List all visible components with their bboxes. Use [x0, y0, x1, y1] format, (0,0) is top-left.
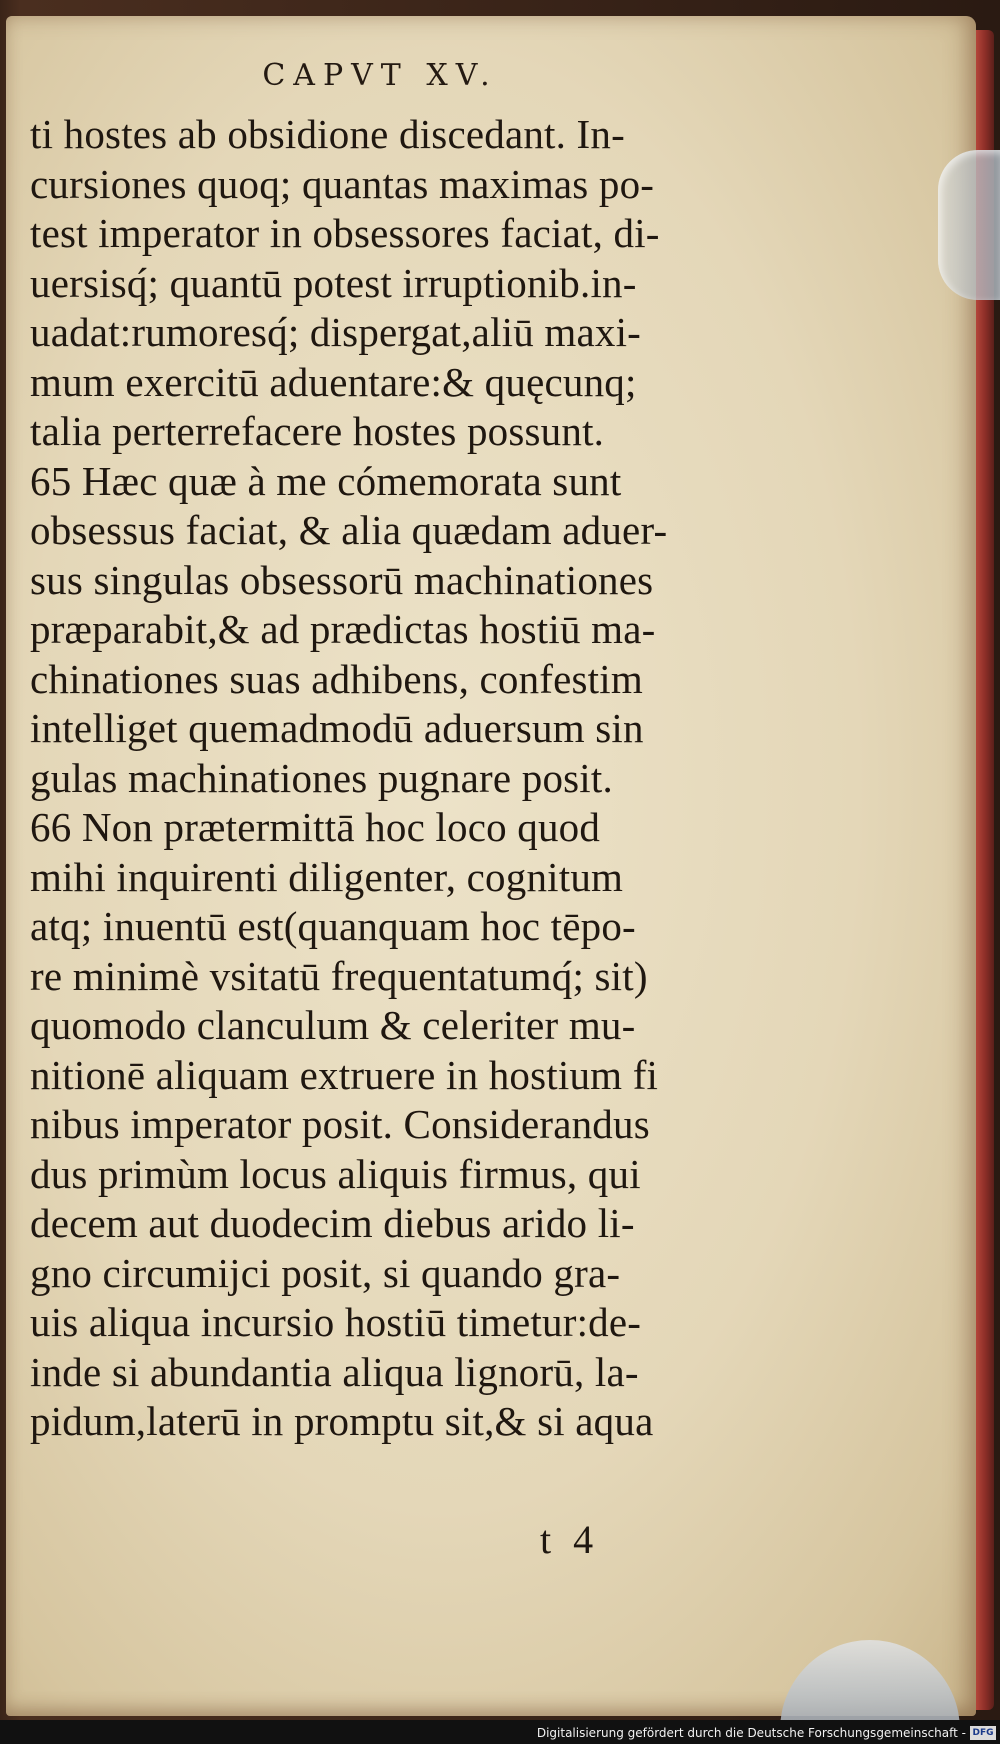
text-line: 65 Hæc quæ à me cómemorata sunt [30, 457, 622, 504]
text-line: atq; inuentū est(quanquam hoc tēpo- [30, 903, 636, 949]
text-line: nibus imperator posit. Considerandus [30, 1101, 650, 1147]
glass-clamp-top [938, 150, 1000, 300]
text-line: test imperator in obsessores faciat, di- [30, 210, 660, 256]
text-line: mum exercitū aduentare:& quęcunq; [30, 358, 637, 405]
text-line: ti hostes ab obsidione discedant. In- [30, 111, 625, 157]
text-line: dus primùm locus aliquis firmus, qui [30, 1150, 641, 1197]
text-line: inde si abundantia aliqua lignorū, la- [30, 1348, 639, 1395]
text-line: sus singulas obsessorū machinationes [30, 556, 654, 603]
text-line: uadat:rumoresq́; dispergat,aliū maxi- [30, 309, 642, 355]
signature-mark: t 4 [540, 1517, 600, 1562]
body-text [30, 110, 750, 1447]
text-line: cursiones quoq; quantas maximas po- [30, 160, 655, 207]
text-line: nitionē aliquam extruere in hostium fi [30, 1051, 659, 1098]
text-line: quomodo clanculum & celeriter mu- [30, 1002, 636, 1048]
digitization-credit: Digitalisierung gefördert durch die Deutsche Forschungsgemeinschaft - [536, 1726, 966, 1740]
text-line: uersisq́; quantū potest irruptionib.in- [30, 259, 637, 306]
text-line: obsessus faciat, & alia quædam aduer- [30, 507, 668, 553]
text-line: decem aut duodecim diebus arido li- [30, 1200, 635, 1246]
credit-bar [0, 1720, 1000, 1744]
running-head: CAPVT XV. [262, 58, 498, 93]
text-line: 66 Non prætermittā hoc loco quod [30, 804, 601, 850]
text-line: pidum,laterū in promptu sit,& si aqua [30, 1398, 654, 1444]
text-line: uis aliqua incursio hostiū timetur:de- [30, 1299, 642, 1345]
text-line: chinationes suas adhibens, confestim [30, 655, 643, 702]
text-line: mihi inquirenti diligenter, cognitum [30, 853, 624, 900]
text-line: gno circumijci posit, si quando gra- [30, 1249, 621, 1296]
text-line: gulas machinationes pugnare posit. [30, 754, 613, 801]
dfg-logo: DFG [970, 1726, 996, 1740]
text-line: re minimè vsitatū frequentatumq́; sit) [30, 952, 648, 999]
text-line: præparabit,& ad prædictas hostiū ma- [30, 606, 656, 652]
text-line: intelliget quemadmodū aduersum sin [30, 705, 644, 751]
text-line: talia perterrefacere hostes possunt. [30, 408, 605, 454]
